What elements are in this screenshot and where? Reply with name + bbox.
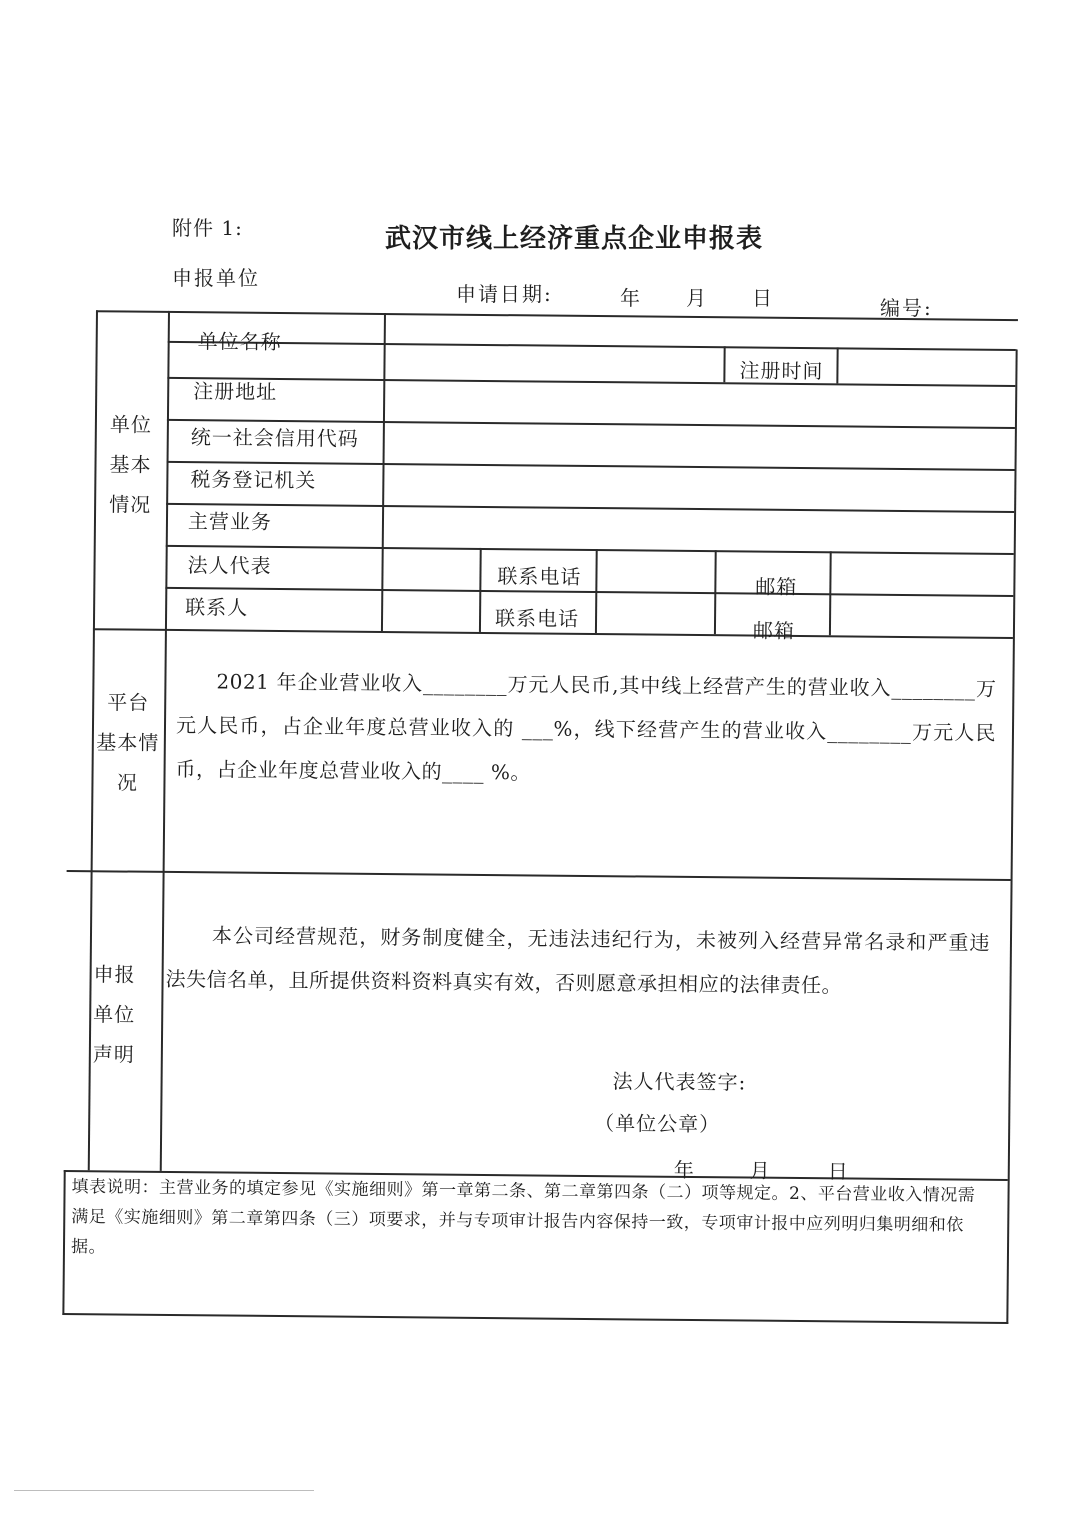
section-separator: [67, 870, 1011, 881]
col-line: [836, 347, 838, 383]
form-table: [62, 310, 1018, 1324]
decl-month-label: 月: [749, 1158, 771, 1183]
heading-line: 声明: [92, 1042, 135, 1067]
row-line: [166, 503, 1014, 513]
heading-line: 单位: [93, 1002, 136, 1027]
heading-line: 情况: [109, 492, 152, 517]
heading-line: 单位: [109, 412, 153, 437]
declaration-text: 本公司经营规范，财务制度健全，无违法违纪行为，未被列入经营异常名录和严重违法失信名单，且所提供资料资料真实有效，否则愿意承担相应的法律责任。: [165, 923, 991, 998]
section-basic-heading: [94, 404, 167, 525]
credit-code-label: 统一社会信用代码: [190, 425, 359, 451]
contact-label: 联系人: [185, 595, 249, 620]
heading-line: 基本情: [96, 730, 160, 755]
table-border: [62, 1313, 1008, 1324]
heading-line: 平台: [107, 690, 150, 715]
scan-artifact-line: [14, 1490, 314, 1491]
company-name-label: 单位名称: [197, 329, 282, 355]
heading-line: 况: [116, 770, 139, 795]
decl-day-label: 日: [827, 1159, 849, 1184]
attachment-label: 附件 1:: [172, 216, 243, 240]
date-day-label: 日: [752, 286, 772, 310]
table-border: [1006, 349, 1017, 1324]
main-business-label: 主营业务: [187, 509, 273, 534]
tax-authority-label: 税务登记机关: [190, 467, 317, 493]
section-declaration-heading: [67, 954, 162, 1075]
email-label-2: 邮箱: [752, 618, 796, 643]
platform-revenue-text: 2021 年企业营业收入________万元人民币,其中线上经营产生的营业收入________万元人民币，占企业年度总营业收入的 ___%，线下经营产生的营业收入________万元人民币，占企业年度总营业收入的____ %。: [175, 669, 997, 785]
row-line: [168, 341, 1016, 351]
table-border: [62, 1170, 65, 1315]
row-line: [165, 587, 1013, 597]
decl-year-label: 年: [673, 1157, 695, 1183]
row-line: [167, 377, 1015, 387]
reg-time-label: 注册时间: [739, 358, 824, 384]
apply-date-label: 申请日期:: [456, 282, 553, 306]
row-line: [166, 545, 1014, 555]
form-instructions: 填表说明：主营业务的填定参见《实施细则》第一章第二条、第二章第四条（二）项等规定。2、平台营业收入情况需满足《实施细则》第二章第四条（三）项要求，并与专项审计报告内容保持一致，专项审计报中应列明归集明细和依据。: [70, 1177, 976, 1258]
reg-address-label: 注册地址: [193, 379, 278, 404]
section-platform-heading: [91, 682, 164, 803]
serial-number-label: 编号:: [880, 296, 933, 320]
col-line: [723, 346, 725, 382]
email-label-1: 邮箱: [755, 574, 798, 599]
date-year-label: 年: [620, 286, 640, 310]
form-title: 武汉市线上经济重点企业申报表: [385, 224, 764, 254]
applicant-unit-label: 申报单位: [172, 266, 260, 290]
seal-label: （单位公章）: [594, 1111, 721, 1137]
date-month-label: 月: [686, 286, 706, 310]
legal-rep-label: 法人代表: [187, 553, 272, 578]
signature-label: 法人代表签字:: [612, 1069, 747, 1095]
heading-line: 申报: [93, 962, 136, 987]
heading-line: 基本: [109, 452, 152, 477]
phone-label-1: 联系电话: [497, 564, 582, 589]
col-line: [381, 313, 386, 631]
phone-label-2: 联系电话: [494, 606, 580, 631]
